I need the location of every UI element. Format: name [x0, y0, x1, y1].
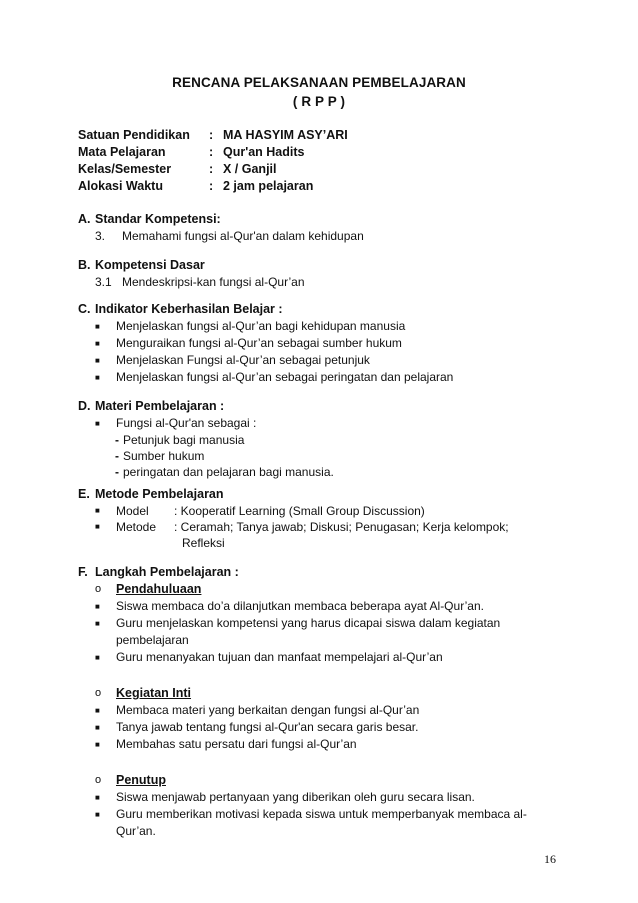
dash-item-text: Sumber hukum — [123, 449, 205, 463]
section-heading-text: Standar Kompetensi: — [95, 212, 221, 226]
list-item-text: Tanya jawab tentang fungsi al-Qur'an secara garis besar. — [116, 720, 419, 734]
identity-label: Satuan Pendidikan — [78, 128, 190, 142]
identity-row — [78, 144, 348, 161]
section-letter: D. — [78, 399, 91, 413]
section-heading-text: Indikator Keberhasilan Belajar : — [95, 302, 283, 316]
section-heading-text: Kompetensi Dasar — [95, 258, 205, 272]
square-bullet-icon: ■ — [95, 602, 100, 611]
identity-colon: : — [209, 179, 214, 193]
dash-item: - peringatan dan pelajaran bagi manusia. — [115, 465, 334, 479]
list-item-text: Siswa menjawab pertanyaan yang diberikan oleh guru secara lisan. — [116, 790, 475, 804]
square-bullet-icon: ■ — [95, 723, 100, 732]
item-number: 3. — [95, 229, 106, 243]
identity-colon: : — [209, 162, 214, 176]
section-a — [78, 211, 578, 245]
list-item-text: Siswa membaca do’a dilanjutkan membaca beberapa ayat Al-Qur’an. — [116, 599, 484, 613]
identity-colon: : — [209, 128, 214, 142]
subsection-penutup — [78, 772, 578, 789]
method-label: Model — [116, 504, 149, 518]
identity-value: Qur'an Hadits — [223, 145, 305, 159]
section-heading — [78, 211, 578, 228]
section-c — [78, 301, 578, 386]
subsection-title: Penutup — [116, 773, 166, 787]
square-bullet-icon: ■ — [95, 419, 100, 428]
page-number: 16 — [544, 852, 556, 866]
circle-bullet-icon: o — [95, 687, 102, 699]
square-bullet-icon: ■ — [95, 810, 100, 819]
square-bullet-icon: ■ — [95, 322, 100, 331]
identity-value: 2 jam pelajaran — [223, 179, 314, 193]
item-number: 3.1 — [95, 275, 112, 289]
section-item — [78, 274, 578, 291]
identity-value: MA HASYIM ASY’ARI — [223, 128, 348, 142]
list-item-text: Membaca materi yang berkaitan dengan fungsi al-Qur’an — [116, 703, 420, 717]
list-item-text: Guru menanyakan tujuan dan manfaat mempelajari al-Qur’an — [116, 650, 443, 664]
list-item — [78, 719, 578, 736]
list-item-continued: pembelajaran — [116, 633, 189, 647]
list-item — [78, 806, 578, 823]
square-bullet-icon: ■ — [95, 506, 100, 515]
method-value: : Ceramah; Tanya jawab; Diskusi; Penugasan; Kerja kelompok; — [174, 520, 509, 534]
identity-row — [78, 178, 348, 195]
section-heading — [78, 301, 578, 318]
section-e — [78, 486, 578, 552]
list-item — [78, 702, 578, 719]
square-bullet-icon: ■ — [95, 793, 100, 802]
section-heading — [78, 257, 578, 274]
section-heading — [78, 564, 578, 581]
subsection-pendahuluan — [78, 581, 578, 598]
list-item-text: Menjelaskan Fungsi al-Qur’an sebagai petunjuk — [116, 353, 370, 367]
identity-value: X / Ganjil — [223, 162, 277, 176]
list-item — [78, 789, 578, 806]
list-item-text: Fungsi al-Qur'an sebagai : — [116, 416, 257, 430]
list-item — [78, 369, 578, 386]
dash-item-text: Petunjuk bagi manusia — [123, 433, 245, 447]
method-value: : Kooperatif Learning (Small Group Discussion) — [174, 504, 425, 518]
section-heading-text: Materi Pembelajaran : — [95, 399, 225, 413]
identity-label: Mata Pelajaran — [78, 145, 166, 159]
document-title: RENCANA PELAKSANAAN PEMBELAJARAN — [172, 75, 466, 90]
method-label: Metode — [116, 520, 157, 534]
square-bullet-icon: ■ — [95, 339, 100, 348]
dash-item: - Sumber hukum — [115, 449, 205, 463]
document-subtitle: ( R P P ) — [292, 94, 346, 109]
method-value-continued: Refleksi — [182, 536, 225, 550]
identity-table — [78, 127, 348, 195]
identity-label: Kelas/Semester — [78, 162, 172, 176]
subsection-title: Kegiatan Inti — [116, 686, 192, 700]
method-row-metode — [78, 519, 578, 535]
list-item — [78, 736, 578, 753]
section-b — [78, 257, 578, 291]
section-item — [78, 228, 578, 245]
square-bullet-icon: ■ — [95, 619, 100, 628]
list-item-text: Menguraikan fungsi al-Qur’an sebagai sumber hukum — [116, 336, 402, 350]
identity-row — [78, 161, 348, 178]
section-heading — [78, 398, 578, 415]
section-heading-text: Langkah Pembelajaran : — [95, 565, 239, 579]
list-item-text: Guru menjelaskan kompetensi yang harus dicapai siswa dalam kegiatan — [116, 616, 501, 630]
list-item-text: Membahas satu persatu dari fungsi al-Qur’an — [116, 737, 357, 751]
item-text: Mendeskripsi-kan fungsi al-Qur’an — [122, 275, 305, 289]
dash-item-text: peringatan dan pelajaran bagi manusia. — [123, 465, 334, 479]
identity-label: Alokasi Waktu — [78, 179, 163, 193]
square-bullet-icon: ■ — [95, 740, 100, 749]
section-heading-text: Metode Pembelajaran — [95, 487, 224, 501]
section-letter: A. — [78, 212, 91, 226]
method-row-model — [78, 503, 578, 519]
section-f — [78, 564, 578, 840]
square-bullet-icon: ■ — [95, 706, 100, 715]
list-item — [78, 598, 578, 615]
section-letter: F. — [78, 565, 88, 579]
list-item — [78, 352, 578, 369]
list-item — [78, 318, 578, 335]
list-item-text: Guru memberikan motivasi kepada siswa untuk memperbanyak membaca al- — [116, 807, 527, 821]
list-item-text: Menjelaskan fungsi al-Qur’an sebagai peringatan dan pelajaran — [116, 370, 454, 384]
list-item — [78, 335, 578, 352]
section-letter: E. — [78, 487, 90, 501]
list-item-continued: Qur’an. — [116, 824, 156, 838]
list-item — [78, 415, 578, 432]
section-letter: C. — [78, 302, 91, 316]
subsection-kegiatan-inti — [78, 685, 578, 702]
section-heading — [78, 486, 578, 503]
square-bullet-icon: ■ — [95, 522, 100, 531]
subsection-title: Pendahuluaan — [116, 582, 202, 596]
identity-row — [78, 127, 348, 144]
dash-item: - Petunjuk bagi manusia — [115, 433, 245, 447]
section-letter: B. — [78, 258, 91, 272]
section-d — [78, 398, 578, 480]
square-bullet-icon: ■ — [95, 373, 100, 382]
identity-colon: : — [209, 145, 214, 159]
list-item — [78, 649, 578, 666]
circle-bullet-icon: o — [95, 774, 102, 786]
square-bullet-icon: ■ — [95, 653, 100, 662]
item-text: Memahami fungsi al-Qur'an dalam kehidupan — [122, 229, 364, 243]
list-item-text: Menjelaskan fungsi al-Qur’an bagi kehidupan manusia — [116, 319, 406, 333]
list-item — [78, 615, 578, 632]
square-bullet-icon: ■ — [95, 356, 100, 365]
circle-bullet-icon: o — [95, 583, 102, 595]
